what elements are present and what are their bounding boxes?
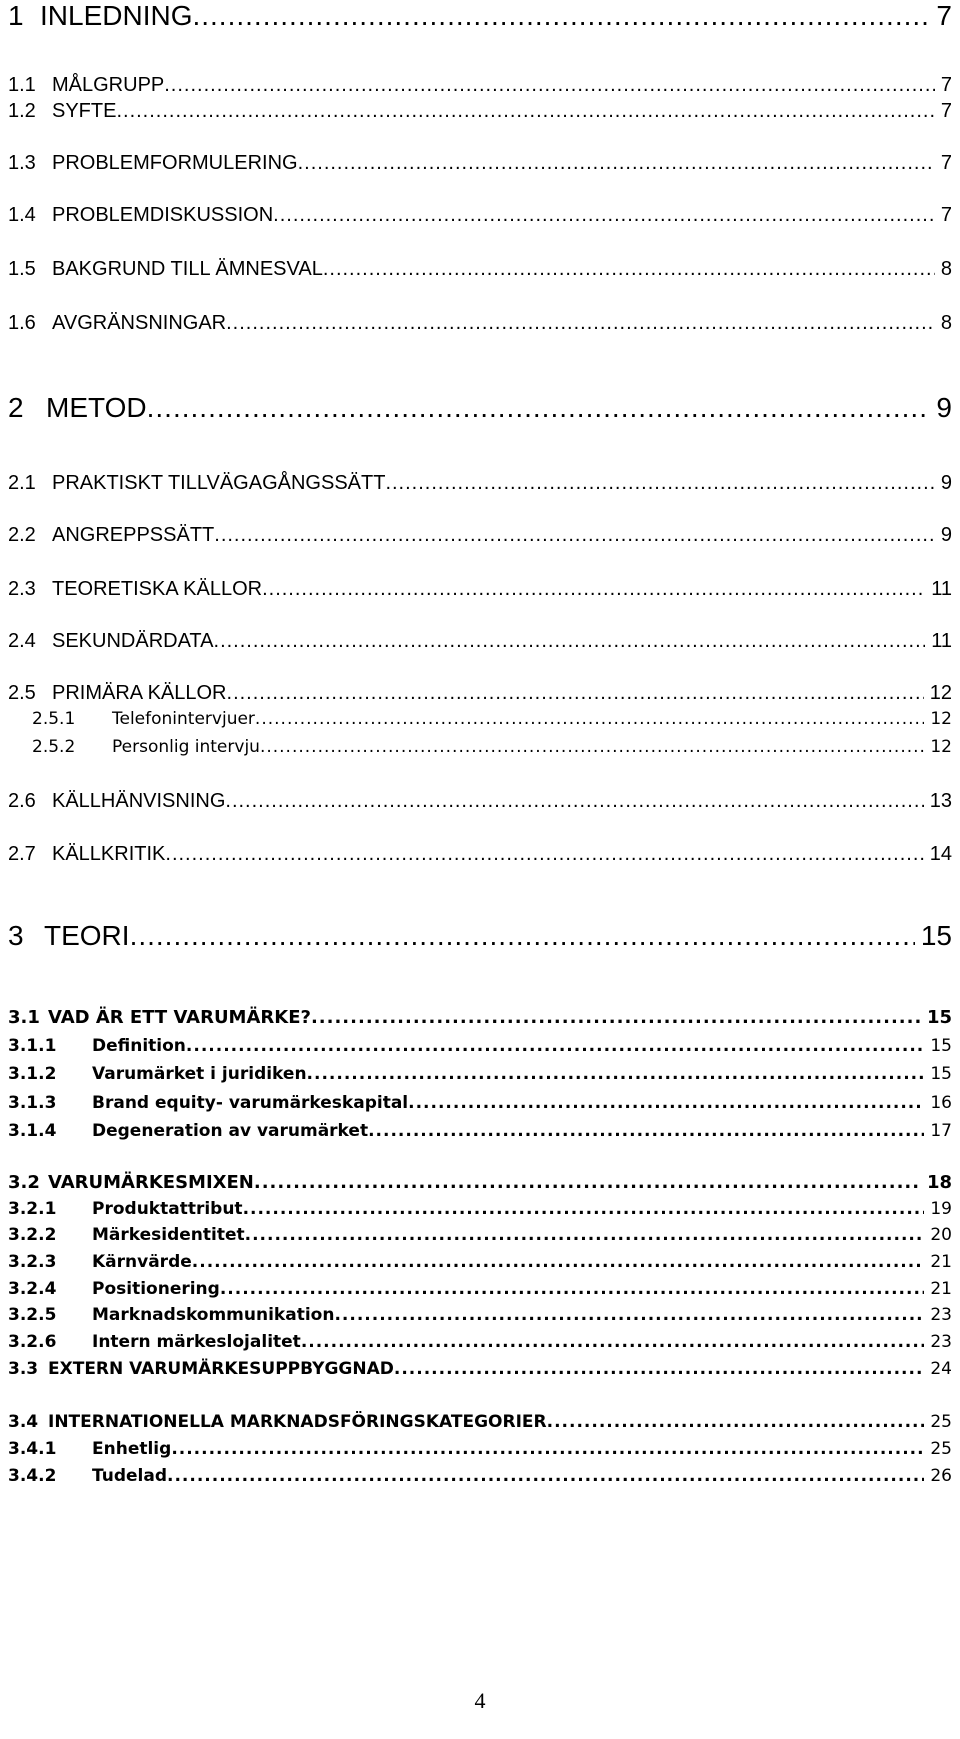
toc-entry-title: Definition xyxy=(92,1036,186,1056)
toc-entry-page: 25 xyxy=(930,1412,952,1432)
dot-leader xyxy=(298,150,935,176)
toc-entry-page: 7 xyxy=(940,74,952,96)
toc-entry-page: 20 xyxy=(930,1225,952,1245)
toc-entry-number: 1.4 xyxy=(8,204,36,226)
toc-entry-page: 7 xyxy=(940,100,952,122)
dot-leader xyxy=(301,1331,925,1353)
toc-entry-title: Telefonintervjuer xyxy=(112,709,255,729)
dot-leader xyxy=(547,1411,925,1433)
dot-leader xyxy=(116,98,934,124)
toc-entry-page: 9 xyxy=(940,524,952,546)
toc-entry-page: 15 xyxy=(926,1007,952,1028)
dot-leader xyxy=(171,1438,924,1460)
toc-entry-number: 3.1.3 xyxy=(8,1093,57,1113)
toc-entry-number: 3.1 xyxy=(8,1007,40,1028)
toc-entry-page: 21 xyxy=(930,1252,952,1272)
toc-entry-number: 3.1.1 xyxy=(8,1036,57,1056)
toc-entry-title: SYFTE xyxy=(52,100,117,122)
toc-entry-page: 13 xyxy=(929,790,952,812)
dot-leader xyxy=(245,1224,925,1246)
dot-leader xyxy=(226,310,935,336)
dot-leader xyxy=(192,0,930,32)
toc-entry-page: 18 xyxy=(926,1172,952,1193)
toc-entry-title: INLEDNING xyxy=(40,0,193,31)
toc-entry-title: Marknadskommunikation xyxy=(92,1305,335,1325)
toc-entry-title: Personlig intervju xyxy=(112,737,260,757)
dot-leader xyxy=(192,1251,925,1273)
dot-leader xyxy=(262,576,925,602)
toc-entry-number: 2.7 xyxy=(8,843,36,865)
toc-entry-page: 7 xyxy=(936,0,952,31)
toc-entry-number: 3.2 xyxy=(8,1172,40,1193)
toc-entry-title: PROBLEMFORMULERING xyxy=(52,152,298,174)
toc-entry-number: 3.1.4 xyxy=(8,1121,57,1141)
toc-entry-page: 12 xyxy=(930,737,952,757)
toc-entry-page: 16 xyxy=(930,1093,952,1113)
toc-entry-page: 9 xyxy=(936,392,952,423)
toc-entry-number: 1.2 xyxy=(8,100,36,122)
toc-entry-page: 8 xyxy=(940,312,952,334)
toc-entry-number: 2.5.1 xyxy=(32,709,76,729)
toc-entry-page: 7 xyxy=(940,204,952,226)
toc-entry-number: 1.3 xyxy=(8,152,36,174)
toc-entry-page: 15 xyxy=(930,1064,952,1084)
toc-entry-number: 2.2 xyxy=(8,524,36,546)
toc-entry-title: Intern märkeslojalitet xyxy=(92,1332,301,1352)
toc-entry-number: 3.2.1 xyxy=(8,1199,57,1219)
toc-entry-page: 11 xyxy=(931,578,952,600)
toc-entry-number: 2.5.2 xyxy=(32,737,76,757)
toc-entry-title: TEORI xyxy=(44,920,130,951)
toc-entry-page: 21 xyxy=(930,1279,952,1299)
toc-entry-page: 23 xyxy=(930,1305,952,1325)
dot-leader xyxy=(408,1092,924,1114)
dot-leader xyxy=(220,1278,925,1300)
dot-leader xyxy=(130,920,915,952)
toc-entry-page: 17 xyxy=(930,1121,952,1141)
toc-entry-page: 23 xyxy=(930,1332,952,1352)
dot-leader xyxy=(147,392,931,424)
toc-entry-number: 3.2.5 xyxy=(8,1305,57,1325)
toc-entry-number: 2 xyxy=(8,392,24,423)
dot-leader xyxy=(323,256,935,282)
dot-leader xyxy=(273,202,935,228)
toc-entry-title: Brand equity- varumärkeskapital xyxy=(92,1093,409,1113)
toc-entry-number: 2.3 xyxy=(8,578,36,600)
toc-entry-number: 1 xyxy=(8,0,24,31)
toc-entry-page: 7 xyxy=(940,152,952,174)
toc-entry-page: 24 xyxy=(930,1359,952,1379)
toc-entry-number: 2.5 xyxy=(8,682,36,704)
toc-entry-number: 3.4 xyxy=(8,1412,39,1432)
toc-entry-title: BAKGRUND TILL ÄMNESVAL xyxy=(52,258,323,280)
dot-leader xyxy=(255,708,924,730)
page-number: 4 xyxy=(474,1688,486,1713)
toc-entry-title: INTERNATIONELLA MARKNADSFÖRINGSKATEGORIER xyxy=(48,1412,547,1432)
toc-entry-title: Varumärket i juridiken xyxy=(92,1064,307,1084)
dot-leader xyxy=(214,628,926,654)
toc-entry-page: 14 xyxy=(929,843,952,865)
toc-entry-number: 3.2.4 xyxy=(8,1279,57,1299)
toc-entry-title: Degeneration av varumärket xyxy=(92,1121,369,1141)
toc-entry-number: 3 xyxy=(8,920,24,951)
toc-entry-title: PRIMÄRA KÄLLOR xyxy=(52,682,227,704)
toc-entry-title: SEKUNDÄRDATA xyxy=(52,630,214,652)
toc-entry-title: Enhetlig xyxy=(92,1439,172,1459)
toc-entry-page: 25 xyxy=(930,1439,952,1459)
toc-entry-title: MÅLGRUPP xyxy=(52,74,165,96)
toc-entry-title: TEORETISKA KÄLLOR xyxy=(52,578,263,600)
dot-leader xyxy=(254,1171,921,1195)
toc-entry-number: 3.3 xyxy=(8,1359,39,1379)
dot-leader xyxy=(307,1063,925,1085)
toc-entry-title: ANGREPPSSÄTT xyxy=(52,524,215,546)
toc-entry-title: Märkesidentitet xyxy=(92,1225,245,1245)
dot-leader xyxy=(368,1120,924,1142)
toc-entry-title: KÄLLHÄNVISNING xyxy=(52,790,226,812)
dot-leader xyxy=(167,1465,924,1487)
dot-leader xyxy=(186,1035,924,1057)
toc-entry-number: 3.2.3 xyxy=(8,1252,57,1272)
dot-leader xyxy=(260,736,924,758)
dot-leader xyxy=(164,72,935,98)
toc-entry-number: 3.4.2 xyxy=(8,1466,57,1486)
toc-entry-title: PROBLEMDISKUSSION xyxy=(52,204,274,226)
toc-entry-page: 19 xyxy=(930,1199,952,1219)
dot-leader xyxy=(165,841,923,867)
dot-leader xyxy=(334,1304,924,1326)
toc-entry-title: Positionering xyxy=(92,1279,220,1299)
toc-entry-title: VAD ÄR ETT VARUMÄRKE? xyxy=(48,1007,311,1028)
toc-entry-page: 12 xyxy=(930,709,952,729)
toc-entry-number: 2.4 xyxy=(8,630,36,652)
dot-leader xyxy=(394,1358,924,1380)
toc-entry-number: 2.6 xyxy=(8,790,36,812)
toc-entry-page: 11 xyxy=(931,630,952,652)
toc-entry-title: METOD xyxy=(46,392,147,423)
toc-entry-number: 3.2.2 xyxy=(8,1225,57,1245)
toc-entry-title: Produktattribut xyxy=(92,1199,243,1219)
dot-leader xyxy=(227,680,924,706)
toc-entry-number: 3.2.6 xyxy=(8,1332,57,1352)
toc-entry-number: 3.1.2 xyxy=(8,1064,57,1084)
toc-entry-page: 8 xyxy=(940,258,952,280)
dot-leader xyxy=(385,470,934,496)
toc-entry-number: 1.6 xyxy=(8,312,36,334)
dot-leader xyxy=(311,1006,921,1030)
toc-entry-number: 1.1 xyxy=(8,74,36,96)
toc-entry-number: 2.1 xyxy=(8,472,36,494)
toc-entry-page: 15 xyxy=(920,920,952,951)
toc-entry-title: EXTERN VARUMÄRKESUPPBYGGNAD xyxy=(48,1359,394,1379)
toc-entry-title: Kärnvärde xyxy=(92,1252,192,1272)
toc-entry-title: KÄLLKRITIK xyxy=(52,843,166,865)
toc-entry-page: 26 xyxy=(930,1466,952,1486)
dot-leader xyxy=(214,522,935,548)
dot-leader xyxy=(243,1198,925,1220)
toc-entry-number: 3.4.1 xyxy=(8,1439,57,1459)
toc-entry-page: 15 xyxy=(930,1036,952,1056)
toc-entry-number: 1.5 xyxy=(8,258,36,280)
toc-entry-title: AVGRÄNSNINGAR xyxy=(52,312,227,334)
toc-entry-page: 12 xyxy=(929,682,952,704)
dot-leader xyxy=(225,788,923,814)
toc-entry-title: VARUMÄRKESMIXEN xyxy=(48,1172,254,1193)
toc-entry-title: Tudelad xyxy=(92,1466,167,1486)
toc-entry-title: PRAKTISKT TILLVÄGAGÅNGSSÄTT xyxy=(52,472,386,494)
toc-entry-page: 9 xyxy=(940,472,952,494)
